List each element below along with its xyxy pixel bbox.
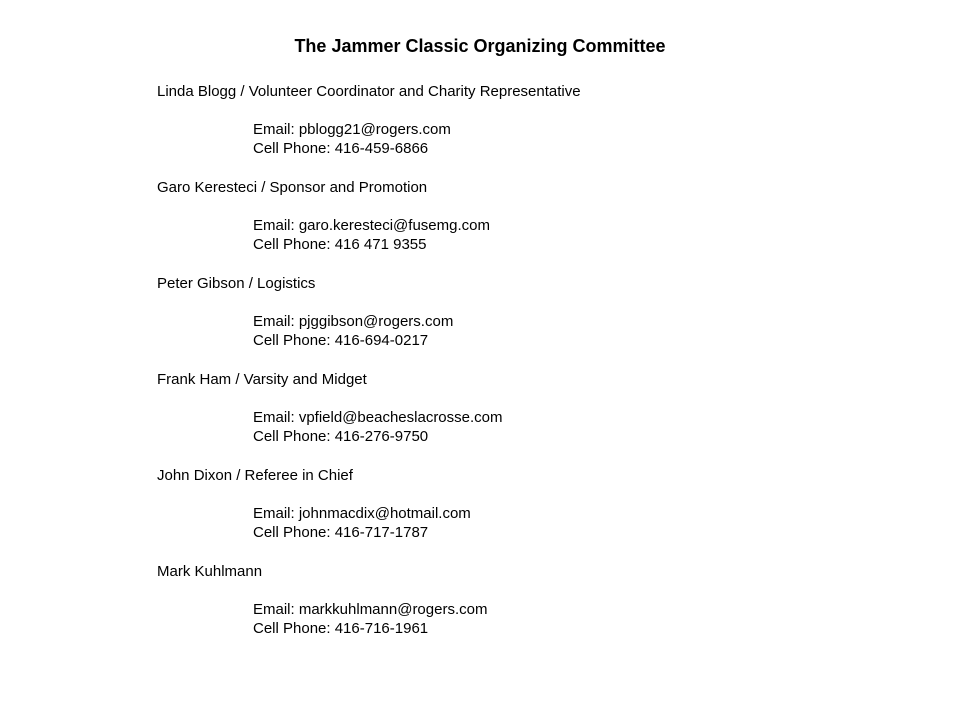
member-email: Email: johnmacdix@hotmail.com	[253, 505, 471, 522]
member-name-role: John Dixon / Referee in Chief	[157, 467, 353, 484]
committee-list	[157, 82, 857, 658]
member-cell-phone: Cell Phone: 416-694-0217	[253, 332, 429, 349]
committee-member	[157, 370, 857, 466]
committee-member	[157, 562, 857, 658]
committee-member	[157, 466, 857, 562]
member-cell-phone: Cell Phone: 416-716-1961	[253, 620, 429, 637]
member-name-role: Frank Ham / Varsity and Midget	[157, 371, 367, 388]
member-email: Email: pblogg21@rogers.com	[253, 121, 451, 138]
member-cell-phone: Cell Phone: 416-276-9750	[253, 428, 429, 445]
member-cell-phone: Cell Phone: 416-459-6866	[253, 140, 429, 157]
member-email: Email: markkuhlmann@rogers.com	[253, 601, 488, 618]
member-email: Email: pjggibson@rogers.com	[253, 313, 454, 330]
member-name-role: Peter Gibson / Logistics	[157, 275, 316, 292]
page-title: The Jammer Classic Organizing Committee	[294, 36, 666, 56]
member-name-role: Mark Kuhlmann	[157, 563, 263, 580]
member-cell-phone: Cell Phone: 416 471 9355	[253, 236, 427, 253]
member-name-role: Linda Blogg / Volunteer Coordinator and Charity Representative	[157, 83, 581, 100]
member-name-role: Garo Keresteci / Sponsor and Promotion	[157, 179, 428, 196]
committee-member	[157, 82, 857, 178]
committee-member	[157, 274, 857, 370]
committee-member	[157, 178, 857, 274]
member-email: Email: garo.keresteci@fusemg.com	[253, 217, 490, 234]
member-cell-phone: Cell Phone: 416-717-1787	[253, 524, 429, 541]
member-email: Email: vpfield@beacheslacrosse.com	[253, 409, 503, 426]
